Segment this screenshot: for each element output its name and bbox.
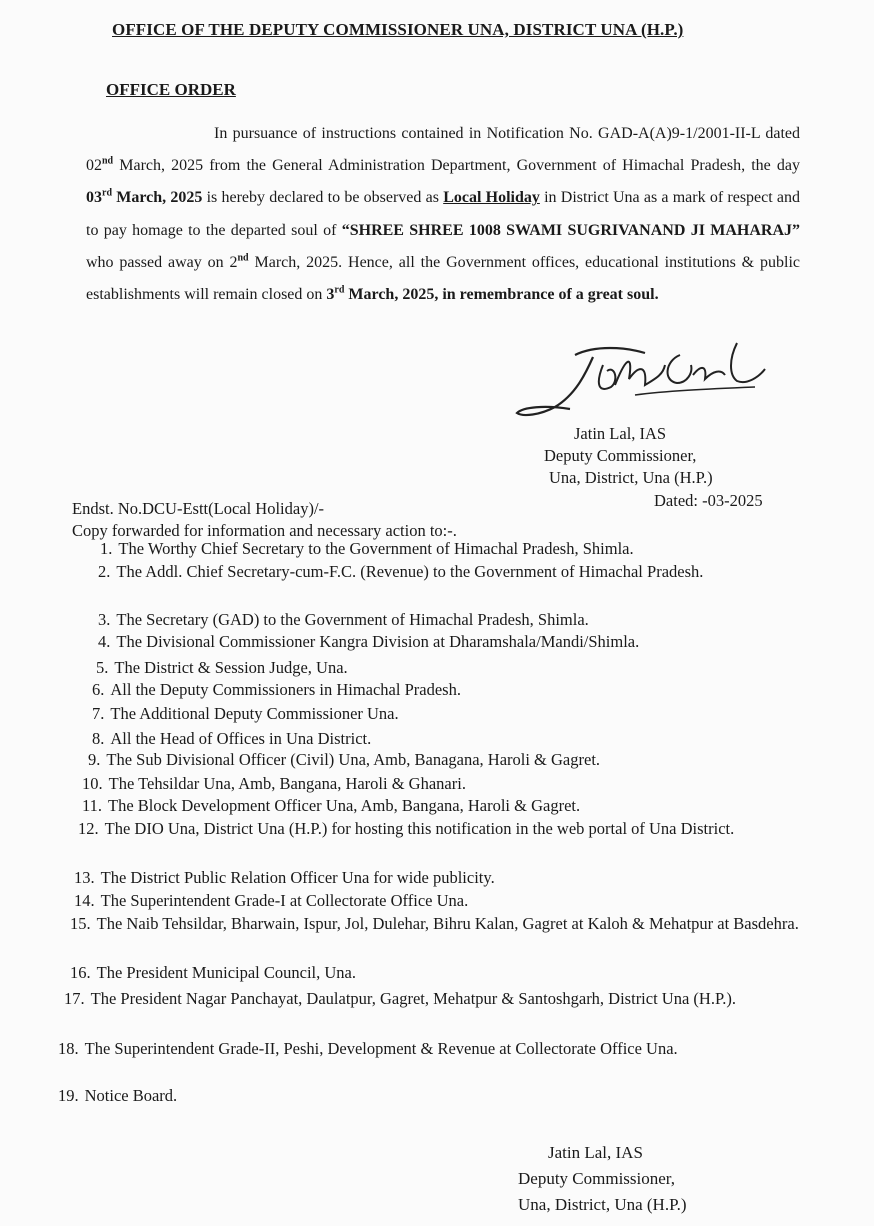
order-title: OFFICE ORDER <box>106 80 236 99</box>
dated-line: Dated: -03-2025 <box>654 491 763 510</box>
para-sup: nd <box>237 252 249 264</box>
recipient-text: The Worthy Chief Secretary to the Government of Himachal Pradesh, Shimla. <box>118 539 634 558</box>
office-heading: OFFICE OF THE DEPUTY COMMISSIONER UNA, DISTRICT UNA (H.P.) <box>112 20 684 39</box>
recipient-text: The President Nagar Panchayat, Daulatpur, Gagret, Mehatpur & Santoshgarh, District Una (H.P.). <box>90 989 737 1008</box>
recipient-text: The Sub Divisional Officer (Civil) Una, Amb, Banagana, Haroli & Gagret. <box>106 750 601 769</box>
recipient-text: The Tehsildar Una, Amb, Bangana, Haroli & Ghanari. <box>108 774 466 793</box>
recipient-text: The Naib Tehsildar, Bharwain, Ispur, Jol, Dulehar, Bihru Kalan, Gagret at Kaloh & Mehatpur at Basdehra. <box>96 914 799 933</box>
recipient-number: 18. <box>58 1039 79 1058</box>
recipient-item <box>92 703 740 725</box>
recipient-number: 7. <box>92 704 105 723</box>
para-text: is hereby declared to be observed as <box>202 189 444 207</box>
recipient-text: The Block Development Officer Una, Amb, Bangana, Haroli & Gagret. <box>108 796 581 815</box>
para-text: March, 2025 from the General Administration Department, Government of Himachal Pradesh, the day <box>113 157 800 175</box>
copy-forwarded-line: Copy forwarded for information and necessary action to:-. <box>72 521 457 540</box>
recipient-number: 13. <box>74 868 95 887</box>
recipient-item <box>96 657 740 679</box>
recipient-text: The DIO Una, District Una (H.P.) for hosting this notification in the web portal of Una District. <box>104 819 735 838</box>
recipient-number: 8. <box>92 729 105 748</box>
para-text: March, 2025. Hence, all the Government offices, educational institutions & public establishments will remain closed on <box>86 253 800 304</box>
recipient-item <box>58 1085 740 1107</box>
para-text: in District Una as a mark of respect and to pay homage to the departed soul of <box>86 189 801 239</box>
para-text: In pursuance of instructions contained in Notification No. GAD-A(A)9-1/2001-II-L dated 02 <box>86 125 800 175</box>
recipient-number: 4. <box>98 632 111 651</box>
recipient-text: Notice Board. <box>84 1086 178 1105</box>
recipient-number: 19. <box>58 1086 79 1105</box>
recipient-item <box>92 679 760 701</box>
recipient-item <box>98 609 740 631</box>
recipient-item <box>74 867 740 889</box>
recipient-number: 3. <box>98 610 111 629</box>
recipient-number: 14. <box>74 891 95 910</box>
recipient-number: 6. <box>92 680 105 699</box>
recipient-item <box>74 890 740 912</box>
order-paragraph <box>86 118 800 311</box>
recipient-text: The President Municipal Council, Una. <box>96 963 356 982</box>
recipient-item <box>92 728 740 750</box>
recipient-item <box>58 1038 800 1060</box>
recipient-number: 1. <box>100 539 113 558</box>
recipient-item <box>100 538 740 560</box>
recipient-text: All the Deputy Commissioners in Himachal Pradesh. <box>110 680 461 699</box>
signatory-designation: Deputy Commissioner, <box>518 1169 676 1188</box>
local-holiday-label: Local Holiday <box>443 189 540 207</box>
recipient-number: 11. <box>82 796 103 815</box>
recipient-number: 15. <box>70 914 91 933</box>
recipient-number: 10. <box>82 774 103 793</box>
holiday-date: 03rd March, 2025 <box>86 188 203 207</box>
para-text: who passed away on 2 <box>86 253 238 271</box>
recipient-text: The District & Session Judge, Una. <box>114 658 348 677</box>
recipient-text: The Superintendent Grade-II, Peshi, Development & Revenue at Collectorate Office Una. <box>84 1039 678 1058</box>
recipient-item <box>78 818 800 840</box>
recipient-item <box>98 561 798 583</box>
closure-statement: 3rd March, 2025, in remembrance of a great soul. <box>326 284 659 304</box>
recipient-number: 2. <box>98 562 111 581</box>
recipient-item <box>82 773 760 795</box>
recipient-item <box>70 913 800 935</box>
recipient-item <box>88 749 760 771</box>
endorsement-number: Endst. No.DCU-Estt(Local Holiday)/- <box>72 499 325 518</box>
signatory-place: Una, District, Una (H.P.) <box>518 1195 687 1214</box>
recipient-item <box>70 962 740 984</box>
recipient-item <box>64 988 800 1010</box>
handwritten-signature <box>515 335 775 425</box>
recipient-number: 12. <box>78 819 99 838</box>
signature-block-bottom <box>518 1140 687 1218</box>
signatory-name: Jatin Lal, IAS <box>548 1143 643 1162</box>
departed-soul-name: “SHREE SHREE 1008 SWAMI SUGRIVANAND JI MAHARAJ” <box>341 221 801 239</box>
recipient-number: 17. <box>64 989 85 1008</box>
recipient-text: The Superintendent Grade-I at Collectorate Office Una. <box>100 891 469 910</box>
signature-block-top <box>544 423 713 489</box>
signatory-name: Jatin Lal, IAS <box>574 424 667 443</box>
recipient-number: 9. <box>88 750 101 769</box>
recipient-text: The Divisional Commissioner Kangra Division at Dharamshala/Mandi/Shimla. <box>116 632 640 651</box>
para-sup: nd <box>102 155 114 167</box>
recipient-text: The Addl. Chief Secretary-cum-F.C. (Revenue) to the Government of Himachal Pradesh. <box>116 562 704 581</box>
recipient-text: All the Head of Offices in Una District. <box>110 729 372 748</box>
recipient-text: The District Public Relation Officer Una for wide publicity. <box>100 868 495 887</box>
recipient-text: The Additional Deputy Commissioner Una. <box>110 704 399 723</box>
signatory-designation: Deputy Commissioner, <box>544 446 697 465</box>
recipient-number: 16. <box>70 963 91 982</box>
recipient-number: 5. <box>96 658 109 677</box>
recipient-item <box>98 631 760 653</box>
recipient-text: The Secretary (GAD) to the Government of Himachal Pradesh, Shimla. <box>116 610 589 629</box>
recipient-item <box>82 795 760 817</box>
signatory-place: Una, District, Una (H.P.) <box>549 468 713 487</box>
